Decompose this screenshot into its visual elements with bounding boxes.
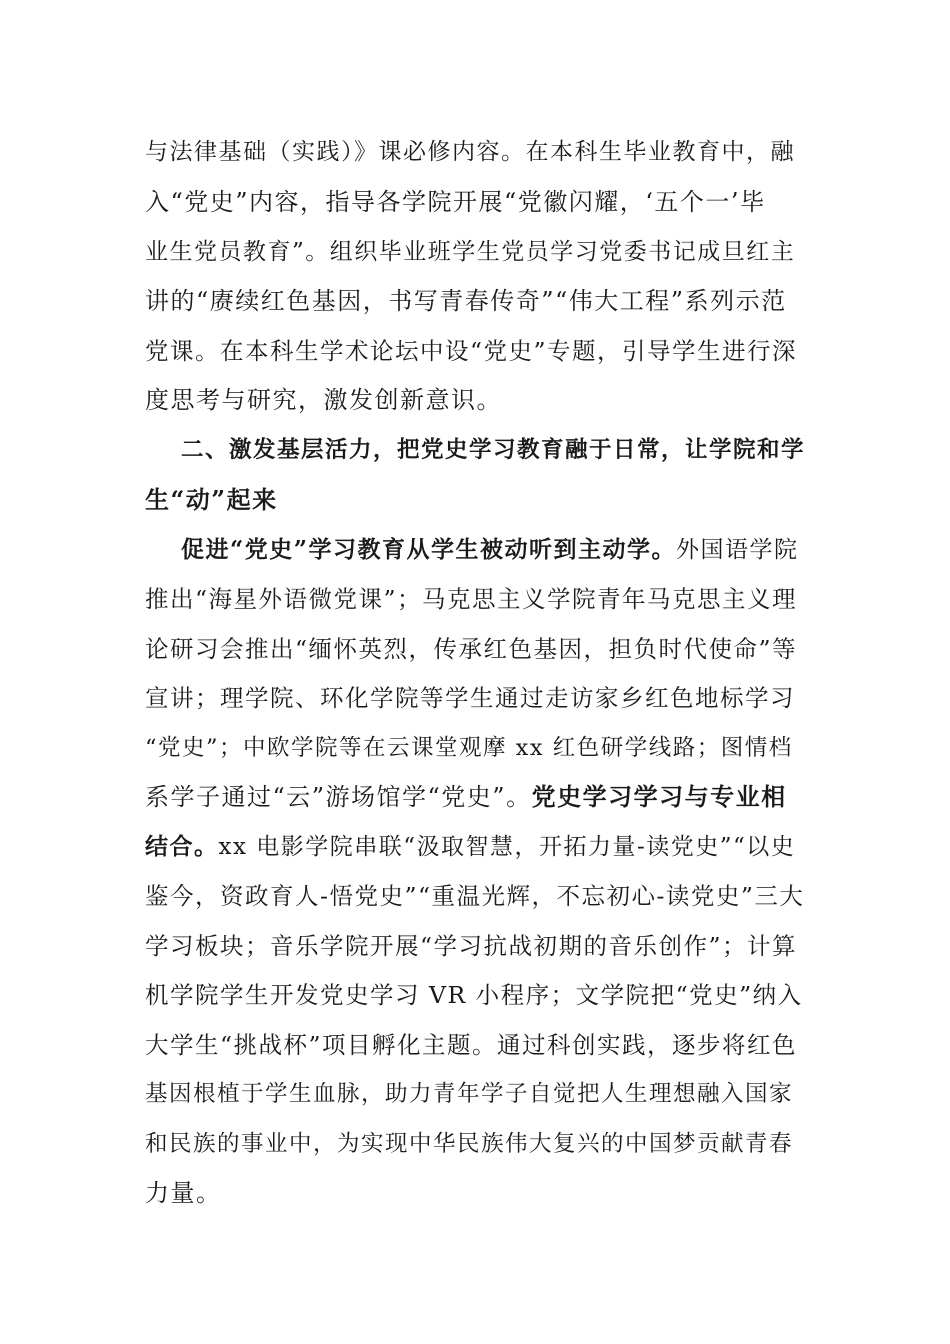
paragraph-line bbox=[145, 1124, 793, 1164]
text-segment: “党史”；中欧学院等在云课堂观摩 xx 红色研学线路；图情档 bbox=[145, 735, 793, 761]
text-segment: 鉴今，资政育人-悟党史”“重温光辉，不忘初心-读党史”三大 bbox=[145, 882, 805, 910]
text-segment: 基因根植于学生血脉，助力青年学子自觉把人生理想融入国家 bbox=[145, 1081, 794, 1107]
paragraph-line bbox=[145, 629, 797, 669]
text-segment: 系学子通过“云”游场馆学“党史”。 bbox=[145, 783, 532, 811]
heading-text: 二、激发基层活力，把党史学习教育融于日常，让学院和学 bbox=[181, 437, 806, 463]
text-segment: 业生党员教育”。组织毕业班学生党员学习党委书记成旦红主 bbox=[145, 239, 796, 265]
paragraph-line bbox=[181, 530, 798, 570]
text-segment: 党课。在本科生学术论坛中设“党史”专题，引导学生进行深 bbox=[145, 337, 798, 365]
paragraph-line bbox=[145, 827, 795, 867]
paragraph-line bbox=[145, 132, 795, 172]
text-segment: 机学院学生开发党史学习 VR 小程序；文学院把“党史”纳入 bbox=[145, 981, 803, 1009]
paragraph-line bbox=[145, 876, 804, 916]
text-segment: 与法律基础（实践）》课必修内容。在本科生毕业教育中，融 bbox=[145, 139, 795, 165]
text-segment: 宣讲；理学院、环化学院等学生通过走访家乡红色地标学习 bbox=[145, 684, 795, 712]
paragraph-line bbox=[145, 777, 787, 817]
paragraph-line bbox=[145, 182, 766, 222]
text-segment: 入“党史”内容，指导各学院开展“党徽闪耀，‘五个一’毕 bbox=[145, 188, 766, 216]
text-segment: xx 电影学院串联“汲取智慧，开拓力量-读党史”“以史 bbox=[218, 834, 796, 860]
text-segment: 推出“海星外语微党课”；马克思主义学院青年马克思主义理 bbox=[145, 585, 798, 613]
text-segment: 论研习会推出“缅怀英烈，传承红色基因，担负时代使命”等 bbox=[145, 635, 798, 663]
bold-lead-text: 促进“党史”学习教育从学生被动听到主动学。 bbox=[181, 536, 676, 563]
paragraph-line bbox=[145, 380, 502, 420]
text-segment: 讲的“赓续红色基因，书写青春传奇”“伟大工程”系列示范 bbox=[145, 287, 787, 315]
paragraph-line bbox=[145, 728, 793, 768]
paragraph-line bbox=[145, 579, 797, 619]
bold-lead-text: 结合。 bbox=[145, 833, 219, 860]
bold-lead-text: 党史学习学习与专业相 bbox=[531, 782, 787, 811]
section-heading-line bbox=[145, 480, 278, 520]
text-segment: 学习板块；音乐学院开展“学习抗战初期的音乐创作”；计算 bbox=[145, 932, 798, 960]
text-segment: 外国语学院 bbox=[675, 537, 799, 563]
paragraph-line bbox=[145, 331, 797, 371]
section-heading-line bbox=[181, 430, 805, 470]
paragraph-line bbox=[145, 678, 795, 718]
paragraph-line bbox=[145, 975, 803, 1015]
paragraph-line bbox=[145, 232, 795, 272]
paragraph-line bbox=[145, 1074, 793, 1114]
paragraph-line bbox=[145, 281, 787, 321]
text-segment: 大学生“挑战杯”项目孵化主题。通过科创实践，逐步将红色 bbox=[145, 1031, 798, 1059]
paragraph-line bbox=[145, 1025, 797, 1065]
text-segment: 和民族的事业中，为实现中华民族伟大复兴的中国梦贡献青春 bbox=[145, 1131, 794, 1157]
heading-text: 生“动”起来 bbox=[145, 485, 278, 514]
paragraph-line bbox=[145, 926, 797, 966]
text-segment: 力量。 bbox=[145, 1179, 222, 1207]
paragraph-line bbox=[145, 1173, 222, 1213]
text-segment: 度思考与研究，激发创新意识。 bbox=[145, 386, 502, 414]
